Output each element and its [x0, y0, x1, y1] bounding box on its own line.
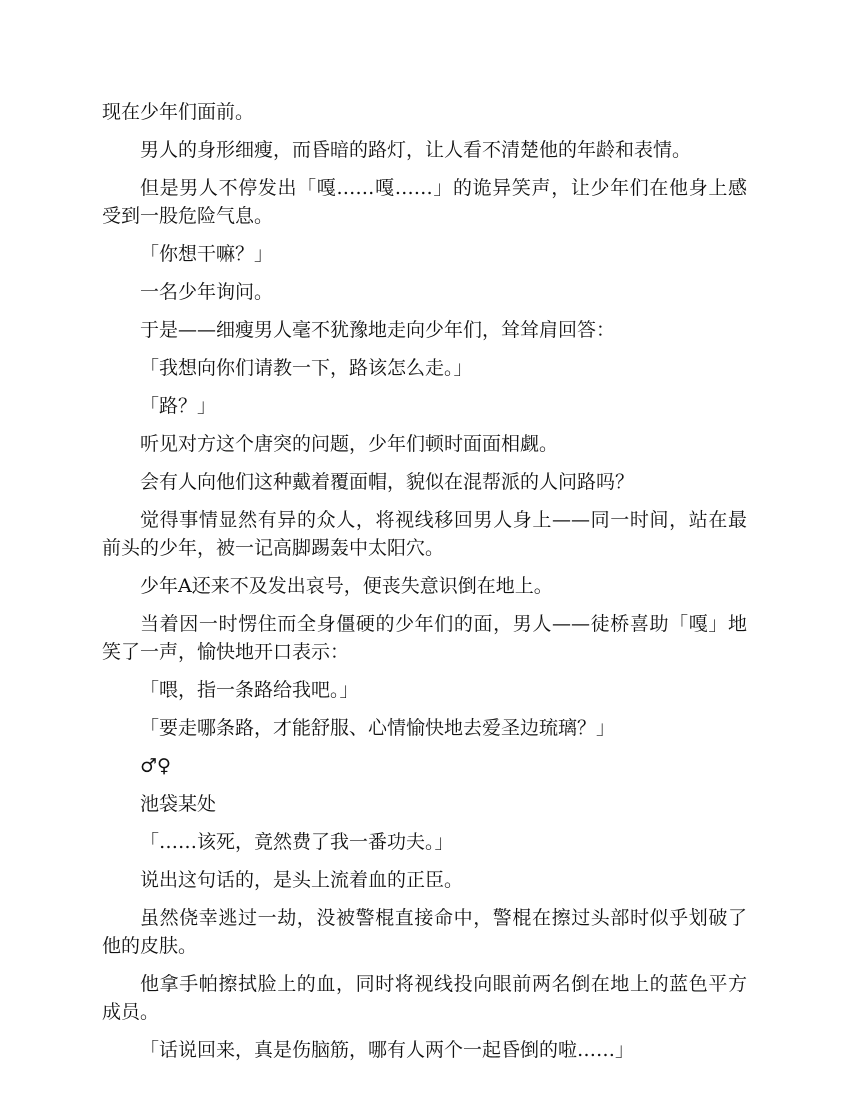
dialogue-line: 「要走哪条路，才能舒服、心情愉快地去爱圣边琉璃？」 [140, 717, 616, 739]
paragraph: 他拿手帕擦拭脸上的血，同时将视线投向眼前两名倒在地上的蓝色平方成员。 [102, 973, 747, 1023]
dialogue-line: 「……该死，竟然费了我一番功夫。」 [140, 831, 454, 853]
paragraph: 说出这句话的，是头上流着血的正臣。 [140, 869, 464, 891]
dialogue-line: 「我想向你们请教一下，路该怎么走。」 [140, 357, 473, 379]
paragraph: 听见对方这个唐突的问题，少年们顿时面面相觑。 [140, 433, 559, 455]
paragraph: 当着因一时愣住而全身僵硬的少年们的面，男人——徒桥喜助「嘎」地笑了一声，愉快地开口表示： [102, 613, 747, 663]
novel-text-body [102, 98, 747, 1074]
paragraph: 一名少年询问。 [140, 281, 274, 303]
dialogue-line: 「路？」 [140, 395, 217, 417]
paragraph: 男人的身形细瘦，而昏暗的路灯，让人看不清楚他的年龄和表情。 [140, 139, 692, 161]
paragraph: 少年A还来不及发出哀号，便丧失意识倒在地上。 [140, 575, 553, 597]
dialogue-line: 「你想干嘛？」 [140, 243, 274, 265]
paragraph: 觉得事情显然有异的众人，将视线移回男人身上——同一时间，站在最前头的少年，被一记高脚踢轰中太阳穴。 [102, 509, 747, 559]
section-divider-symbol: ♂♀ [140, 755, 171, 777]
scene-location-heading: 池袋某处 [140, 793, 217, 815]
paragraph: 会有人向他们这种戴着覆面帽，貌似在混帮派的人问路吗？ [140, 471, 635, 493]
paragraph: 于是——细瘦男人毫不犹豫地走向少年们，耸耸肩回答： [140, 319, 616, 341]
dialogue-line: 「话说回来，真是伤脑筋，哪有人两个一起昏倒的啦……」 [140, 1039, 635, 1061]
dialogue-line: 「喂，指一条路给我吧。」 [140, 679, 359, 701]
paragraph: 但是男人不停发出「嘎……嘎……」的诡异笑声，让少年们在他身上感受到一股危险气息。 [102, 177, 747, 227]
paragraph: 虽然侥幸逃过一劫，没被警棍直接命中，警棍在擦过头部时似乎划破了他的皮肤。 [102, 907, 747, 957]
paragraph: 现在少年们面前。 [102, 101, 255, 123]
